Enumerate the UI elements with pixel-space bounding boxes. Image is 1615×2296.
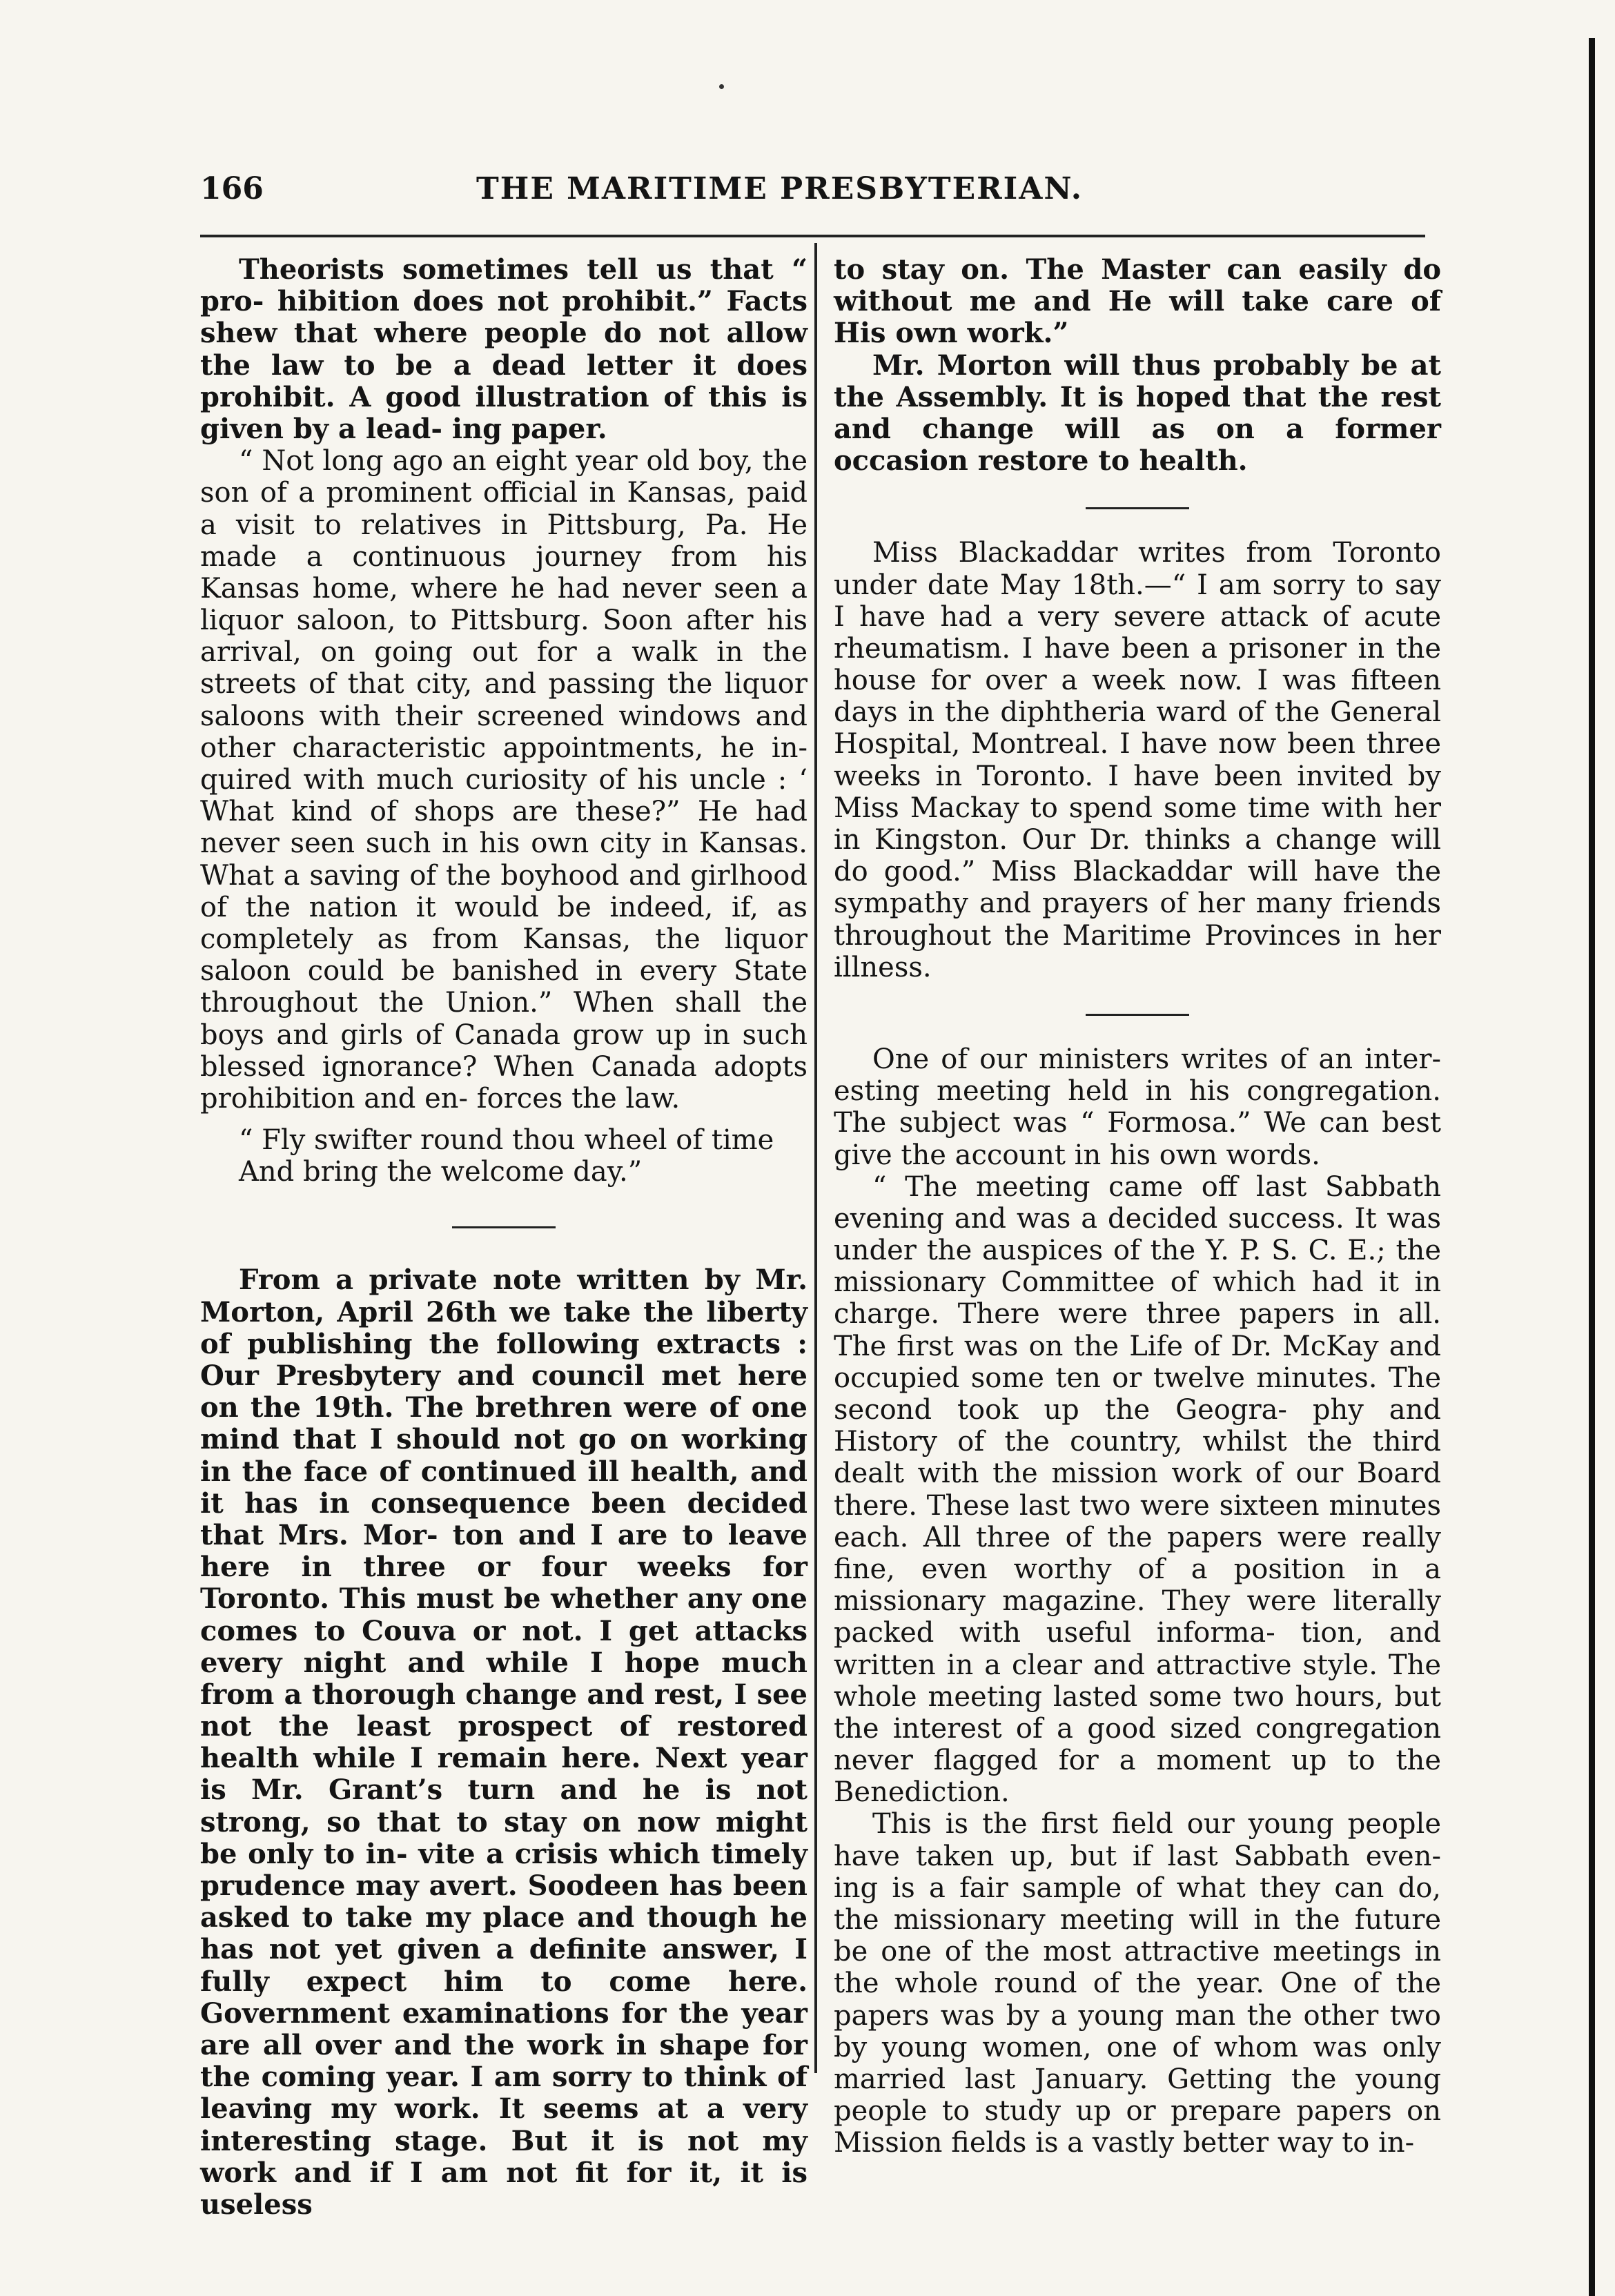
young-people-paragraph: This is the first field our young people have taken up, but if last Sabbath even- ing is a fair sample of what they can do, the missionary meeting will in the future be one of the most attractive meetings in the whole round of the year. One of the papers was by a young man the other two by young women, one of whom was only married last January. Getting the young people to study up or prepare papers on Mission fields is a vastly better way to in- [834,1808,1441,2159]
verse-quote [200,1124,808,1188]
verse-line-1: “ Fly swifter round thou wheel of time [239,1124,774,1157]
right-column [834,254,1441,2159]
prohibition-intro-paragraph: Theorists sometimes tell us that “ pro- hibition does not prohibit.” Facts shew that where people do not allow the law to be a dead letter it does prohibit. A good illustration of this is given by a lead- ing paper. [200,253,808,445]
blackaddar-letter-paragraph: Miss Blackaddar writes from Toronto under date May 18th.—“ I am sorry to say I have had a very severe attack of acute rheumatism. I have been a prisoner in the house for over a week now. I was fifteen days in the diphtheria ward of the General Hospital, Montreal. I have now been three weeks in Toronto. I have been invited by Miss Mackay to spend some time with her in Kingston. Our Dr. thinks a change will do good.” Miss Blackaddar will have the sympathy and prayers of her many friends throughout the Maritime Provinces in her illness. [834,537,1441,983]
left-column [200,254,808,2221]
header-rule [200,235,1425,237]
formosa-meeting-intro-paragraph: One of our ministers writes of an inter- esting meeting held in his congregation. The subject was “ Formosa.” We can best give the account in his own words. [834,1043,1441,1171]
kansas-boy-quote-paragraph: “ Not long ago an eight year old boy, the son of a prominent official in Kansas, paid a visit to relatives in Pittsburg, Pa. He made a continuous journey from his Kansas home, where he had never seen a liquor saloon, to Pittsburg. Soon after his arrival, on going out for a walk in the streets of that city, and passing the liquor saloons with their screened windows and other characteristic appointments, he in- quired with much curiosity of his uncle : ‘ What kind of shops are these?” He had never seen such in his own city in Kansas. What a saving of the boyhood and girlhood of the nation it would be indeed, if, as completely as from Kansas, the liquor saloon could be banished in every State throughout the Union.” When shall the boys and girls of Canada grow up in such blessed ignorance? When Canada adopts prohibition and en- forces the law. [200,445,808,1115]
page-header [200,171,1425,213]
running-head: THE MARITIME PRESBYTERIAN. [476,171,1084,206]
page-number: 166 [200,171,264,206]
page-edge-shadow [1589,38,1595,2296]
morton-letter-paragraph: From a private note written by Mr. Morton, April 26th we take the liberty of publishing the following extracts : Our Presbytery and council met here on the 19th. The brethren were of one mind that I should not go on working in the face of continued ill health, and it has in consequence been decided that Mrs. Mor- ton and I are to leave here in three or four weeks for Toronto. This must be whether any one comes to Couva or not. I get attacks every night and while I hope much from a thorough change and rest, I see not the least prospect of restored health while I remain here. Next year is Mr. Grant’s turn and he is not strong, so that to stay on now might be only to in- vite a crisis which timely prudence may avert. Soodeen has been asked to take my place and though he has not yet given a definite answer, I fully expect him to come here. Government examinations for the year are all over and the work in shape for the coming year. I am sorry to think of leaving my work. It seems at a very interesting stage. But it is not my work and if I am not fit for it, it is useless [200,1264,808,2221]
verse-line-2: And bring the welcome day.” [239,1156,643,1188]
section-separator [1086,507,1189,509]
formosa-meeting-account-paragraph: “ The meeting came off last Sabbath evening and was a decided success. It was under the auspices of the Y. P. S. C. E.; the missionary Committee of which had it in charge. There were three papers in all. The first was on the Life of Dr. McKay and occupied some ten or twelve minutes. The second took up the Geogra- phy and History of the country, whilst the third dealt with the mission work of our Board there. These last two were sixteen minutes each. All three of the papers were really fine, even worthy of a position in a missionary magazine. They were literally packed with useful informa- tion, and written in a clear and attractive style. The whole meeting lasted some two hours, but the interest of a good sized congregation never flagged for a moment up to the Benediction. [834,1170,1441,1809]
column-divider [814,243,817,2073]
morton-letter-continuation: to stay on. The Master can easily do without me and He will take care of His own work.” [834,253,1441,350]
morton-assembly-paragraph: Mr. Morton will thus probably be at the Assembly. It is hoped that the rest and change will as on a former occasion restore to health. [834,349,1441,478]
stray-mark [719,84,724,89]
section-separator [1086,1014,1189,1016]
section-separator [452,1226,556,1228]
